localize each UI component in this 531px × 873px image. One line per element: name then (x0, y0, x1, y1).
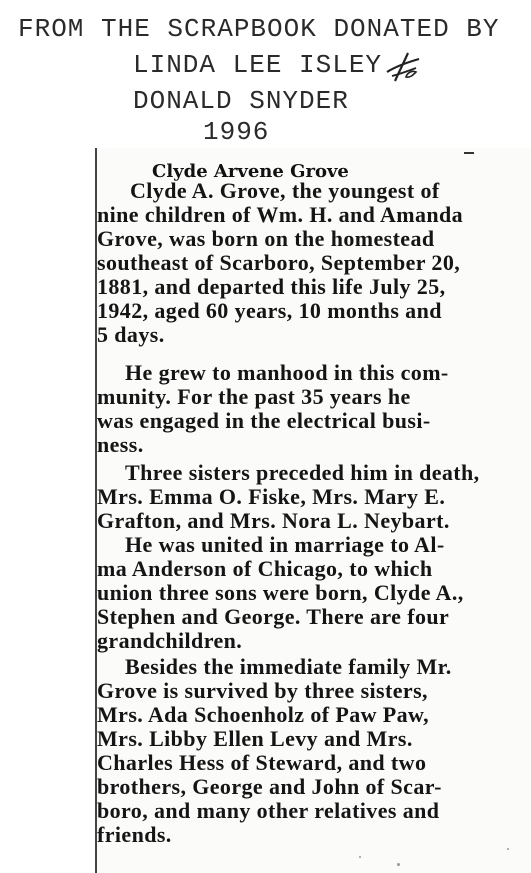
text-line: Mrs. Emma O. Fiske, Mrs. Mary E. (97, 484, 446, 509)
text-line: Charles Hess of Steward, and two (97, 750, 427, 775)
text-line: Stephen and George. There are four (97, 604, 450, 629)
text-line: was engaged in the electrical busi- (97, 408, 431, 433)
text-line: Besides the immediate family Mr. (125, 654, 452, 679)
text-line: boro, and many other relatives and (97, 798, 440, 823)
text-line: ma Anderson of Chicago, to which (97, 556, 433, 581)
text-line: nine children of Wm. H. and Amanda (97, 202, 464, 227)
handwritten-mark-icon (383, 50, 423, 84)
obituary-title: Clyde Arvene Grove (152, 161, 349, 182)
text-line: southeast of Scarboro, September 20, (97, 250, 461, 275)
column-rule-mark (464, 152, 474, 154)
text-line: Three sisters preceded him in death, (125, 460, 480, 485)
header-line-donor-1: LINDA LEE ISLEY (133, 50, 383, 80)
text-line: friends. (97, 822, 172, 847)
text-line: He grew to manhood in this com- (125, 360, 449, 385)
text-line: Mrs. Libby Ellen Levy and Mrs. (97, 726, 413, 751)
scrapbook-header (0, 0, 531, 150)
text-line: Mrs. Ada Schoenholz of Paw Paw, (97, 702, 430, 727)
text-line: Clyde A. Grove, the youngest of (130, 178, 440, 203)
text-line: Grafton, and Mrs. Nora L. Neybart. (97, 508, 450, 533)
text-line: brothers, George and John of Scar- (97, 774, 442, 799)
text-line: Grove is survived by three sisters, (97, 678, 428, 703)
print-speck (397, 863, 400, 866)
text-line: 5 days. (97, 322, 165, 347)
header-line-donated: FROM THE SCRAPBOOK DONATED BY (18, 14, 500, 44)
text-line: He was united in marriage to Al- (125, 532, 445, 557)
text-line: 1942, aged 60 years, 10 months and (97, 298, 442, 323)
print-speck (359, 856, 361, 858)
obituary-clipping (95, 148, 531, 873)
text-line: munity. For the past 35 years he (97, 384, 411, 409)
header-line-donor-2: DONALD SNYDER (133, 86, 349, 116)
text-line: 1881, and departed this life July 25, (97, 274, 446, 299)
print-speck (507, 848, 509, 850)
text-line: union three sons were born, Clyde A., (97, 580, 464, 605)
text-line: Grove, was born on the homestead (97, 226, 435, 251)
header-line-year: 1996 (203, 117, 270, 147)
text-line: ness. (97, 432, 144, 457)
text-line: grandchildren. (97, 628, 243, 653)
